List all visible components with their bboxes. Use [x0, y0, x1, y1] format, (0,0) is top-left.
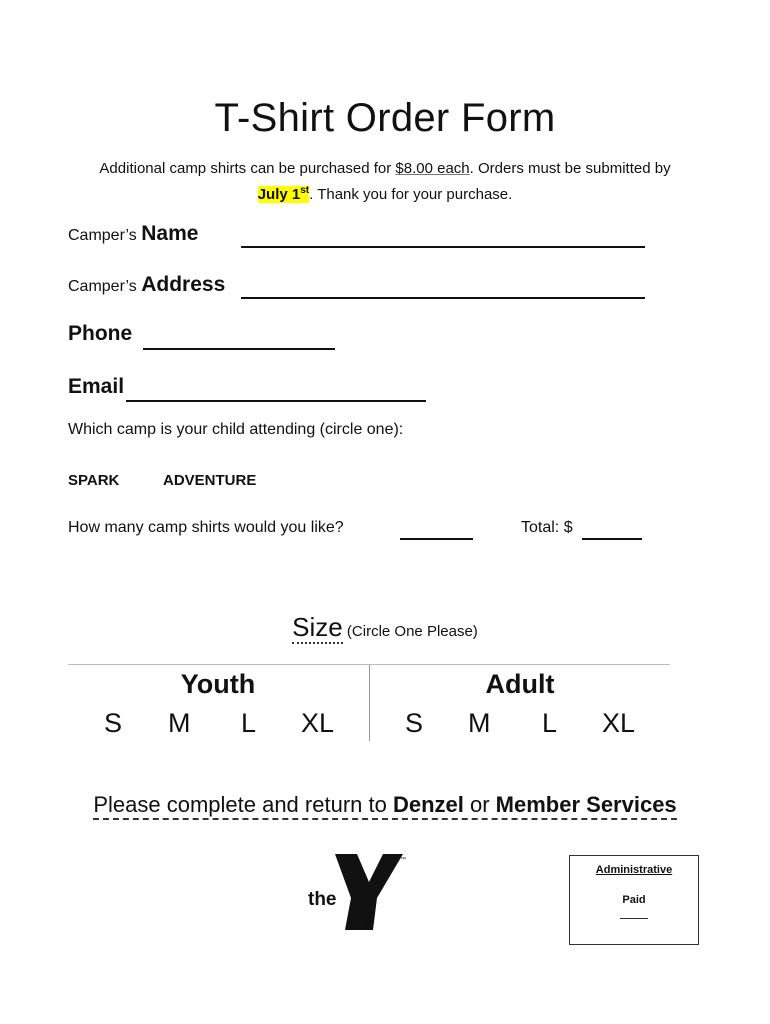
address-field[interactable]: [241, 297, 645, 299]
admin-title: Administrative: [595, 864, 673, 876]
size-heading: [0, 612, 770, 643]
admin-box: [569, 855, 699, 945]
ymca-logo-graphic: [305, 852, 415, 934]
admin-paid-line[interactable]: [620, 912, 648, 919]
adult-title: Adult: [485, 669, 555, 699]
intro-price: $8.00 each: [395, 160, 470, 177]
name-label: Name: [141, 222, 199, 245]
intro-part3: . Thank you for your purchase.: [309, 186, 513, 203]
camp-question: Which camp is your child attending (circle one):: [68, 421, 404, 438]
return-instructions: [0, 792, 770, 818]
phone-label: Phone: [68, 322, 133, 345]
return-text1: Please complete and return to: [93, 792, 393, 817]
youth-size-xl[interactable]: XL: [301, 708, 335, 738]
logo-tm: ™: [400, 857, 406, 863]
address-row: [68, 273, 225, 297]
return-name1: Denzel: [392, 792, 464, 817]
adult-size-l[interactable]: L: [542, 708, 558, 738]
email-row: [68, 375, 124, 399]
adult-size-m[interactable]: M: [468, 708, 491, 738]
youth-title: Youth: [180, 669, 256, 699]
intro-text: [60, 158, 710, 206]
camp-option-adventure[interactable]: ADVENTURE: [163, 472, 257, 489]
phone-field[interactable]: [143, 348, 335, 350]
shirts-quantity-field[interactable]: [400, 538, 473, 540]
size-heading-big: Size: [292, 612, 343, 642]
intro-part1: Additional camp shirts can be purchased for: [99, 160, 396, 177]
intro-deadline: July 1st: [257, 185, 310, 203]
return-text2: or: [463, 792, 496, 817]
shirts-question: How many camp shirts would you like?: [68, 519, 344, 536]
adult-size-s[interactable]: S: [405, 708, 424, 738]
return-name2: Member Services: [495, 792, 677, 817]
size-heading-note: (Circle One Please): [346, 623, 478, 640]
youth-size-s[interactable]: S: [104, 708, 123, 738]
total-field[interactable]: [582, 538, 642, 540]
adult-size-xl[interactable]: XL: [602, 708, 636, 738]
total-label: Total: $: [521, 519, 573, 536]
email-label: Email: [68, 375, 125, 398]
intro-part2: . Orders must be submitted by: [469, 160, 671, 177]
address-label: Address: [141, 273, 226, 296]
ymca-logo: [305, 852, 415, 934]
youth-size-m[interactable]: M: [168, 708, 191, 738]
page-title: T-Shirt Order Form: [214, 96, 556, 140]
logo-word: the: [308, 889, 337, 910]
address-prefix: Camper’s: [68, 278, 142, 295]
logo-sub: YMCA: [361, 913, 376, 932]
intro-deadline-sup: st: [300, 185, 310, 196]
name-prefix: Camper’s: [68, 227, 142, 244]
name-field[interactable]: [241, 246, 645, 248]
phone-row: [68, 322, 132, 346]
admin-paid: Paid: [622, 894, 646, 906]
name-row: [68, 222, 198, 246]
camp-option-spark[interactable]: SPARK: [68, 472, 120, 489]
email-field[interactable]: [126, 400, 426, 402]
youth-size-l[interactable]: L: [241, 708, 257, 738]
